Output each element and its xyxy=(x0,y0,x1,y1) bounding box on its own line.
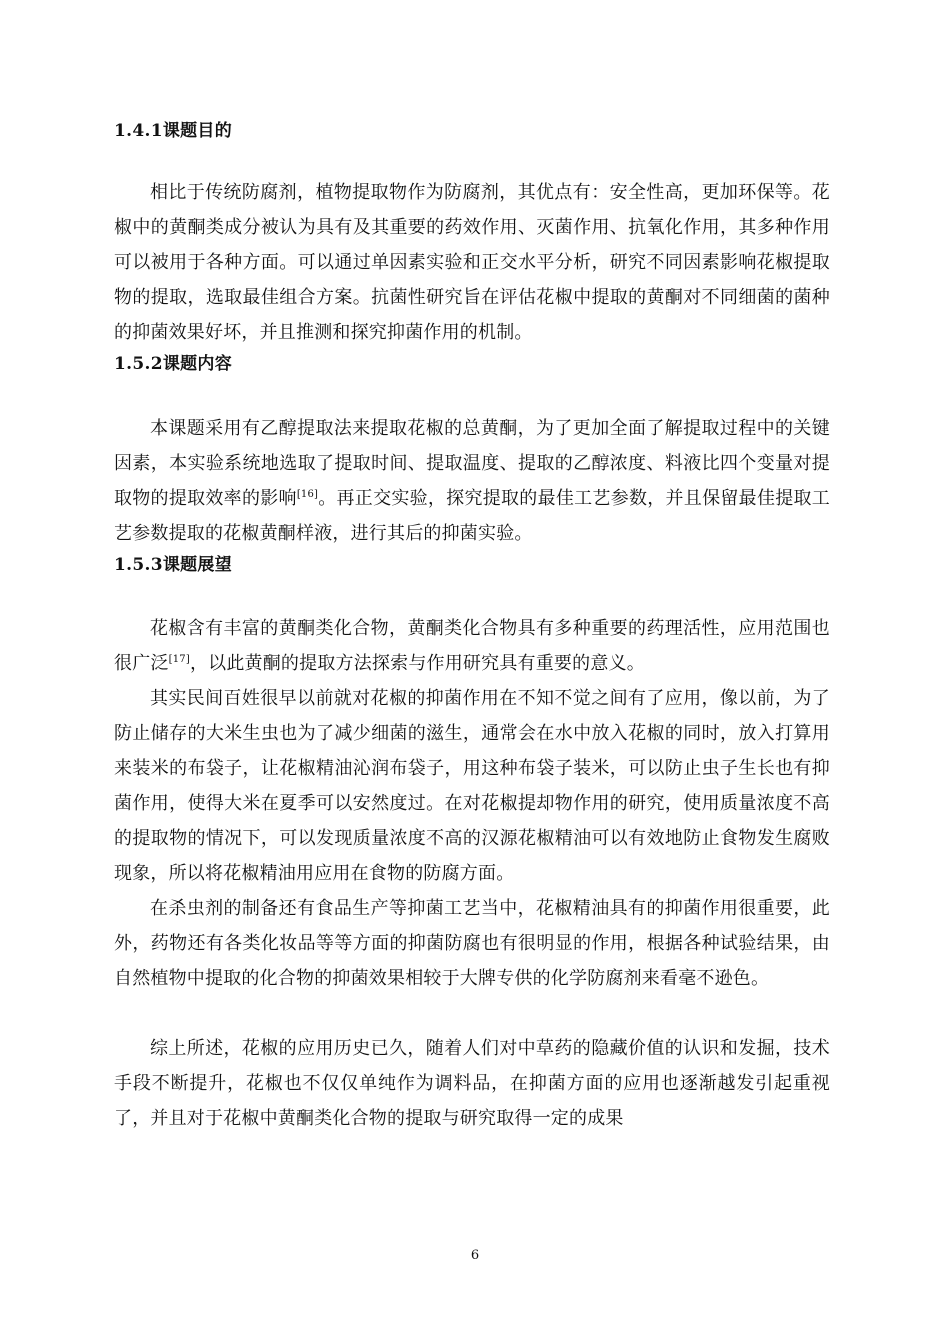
paragraph-text: 本课题采用有乙醇提取法来提取花椒的总黄酮，为了更加全面了解提取过程中的关键因素，本实验系统地选取了提取时间、提取温度、提取的乙醇浓度、料液比四个变量对提取物的提取效率的影响 xyxy=(114,418,830,509)
page-number: 6 xyxy=(470,1248,480,1263)
paragraph-research-purpose: 相比于传统防腐剂，植物提取物作为防腐剂，其优点有：安全性高，更加环保等。花椒中的黄酮类成分被认为具有及其重要的药效作用、灭菌作用、抗氧化作用，其多种作用可以被用于各种方面。可以通过单因素实验和正交水平分析，研究不同因素影响花椒提取物的提取，选取最佳组合方案。抗菌性研究旨在评估花椒中提取的黄酮对不同细菌的菌种的抑菌效果好坏，并且推测和探究抑菌作用的机制。 xyxy=(114,182,830,343)
heading-1-5-3: 1.5.3课题展望 xyxy=(114,555,233,575)
paragraph-outlook-4: 综上所述，花椒的应用历史已久，随着人们对中草药的隐藏价值的认识和发掘，技术手段不断提升，花椒也不仅仅单纯作为调料品，在抑菌方面的应用也逐渐越发引起重视了，并且对于花椒中黄酮类化合物的提取与研究取得一定的成果 xyxy=(114,1038,830,1129)
paragraph-text: 花椒含有丰富的黄酮类化合物，黄酮类化合物具有多种重要的药理活性，应用范围也很广泛 xyxy=(114,618,830,674)
citation-17: [17] xyxy=(168,654,190,665)
paragraph-outlook-3: 在杀虫剂的制备还有食品生产等抑菌工艺当中，花椒精油具有的抑菌作用很重要，此外，药物还有各类化妆品等等方面的抑菌防腐也有很明显的作用，根据各种试验结果，由自然植物中提取的化合物的抑菌效果相较于大牌专供的化学防腐剂来看毫不逊色。 xyxy=(114,898,830,989)
paragraph-research-content xyxy=(114,411,830,551)
paragraph-outlook-1 xyxy=(114,611,830,681)
citation-16: [16] xyxy=(296,489,319,500)
paragraph-outlook-2: 其实民间百姓很早以前就对花椒的抑菌作用在不知不觉之间有了应用，像以前，为了防止储存的大米生虫也为了减少细菌的滋生，通常会在水中放入花椒的同时，放入打算用来装米的布袋子，让花椒精油沁润布袋子，用这种布袋子装米，可以防止虫子生长也有抑菌作用，使得大米在夏季可以安然度过。在对花椒提却物作用的研究，使用质量浓度不高的提取物的情况下，可以发现质量浓度不高的汉源花椒精油可以有效地防止食物发生腐败现象，所以将花椒精油用应用在食物的防腐方面。 xyxy=(114,688,830,884)
paragraph-text: 。再正交实验，探究提取的最佳工艺参数，并且保留最佳提取工艺参数提取的花椒黄酮样液，进行其后的抑菌实验。 xyxy=(114,488,830,544)
heading-1-4-1: 1.4.1课题目的 xyxy=(114,121,233,141)
heading-1-5-2: 1.5.2课题内容 xyxy=(114,354,233,374)
paragraph-text: ，以此黄酮的提取方法探索与作用研究具有重要的意义。 xyxy=(189,653,645,674)
